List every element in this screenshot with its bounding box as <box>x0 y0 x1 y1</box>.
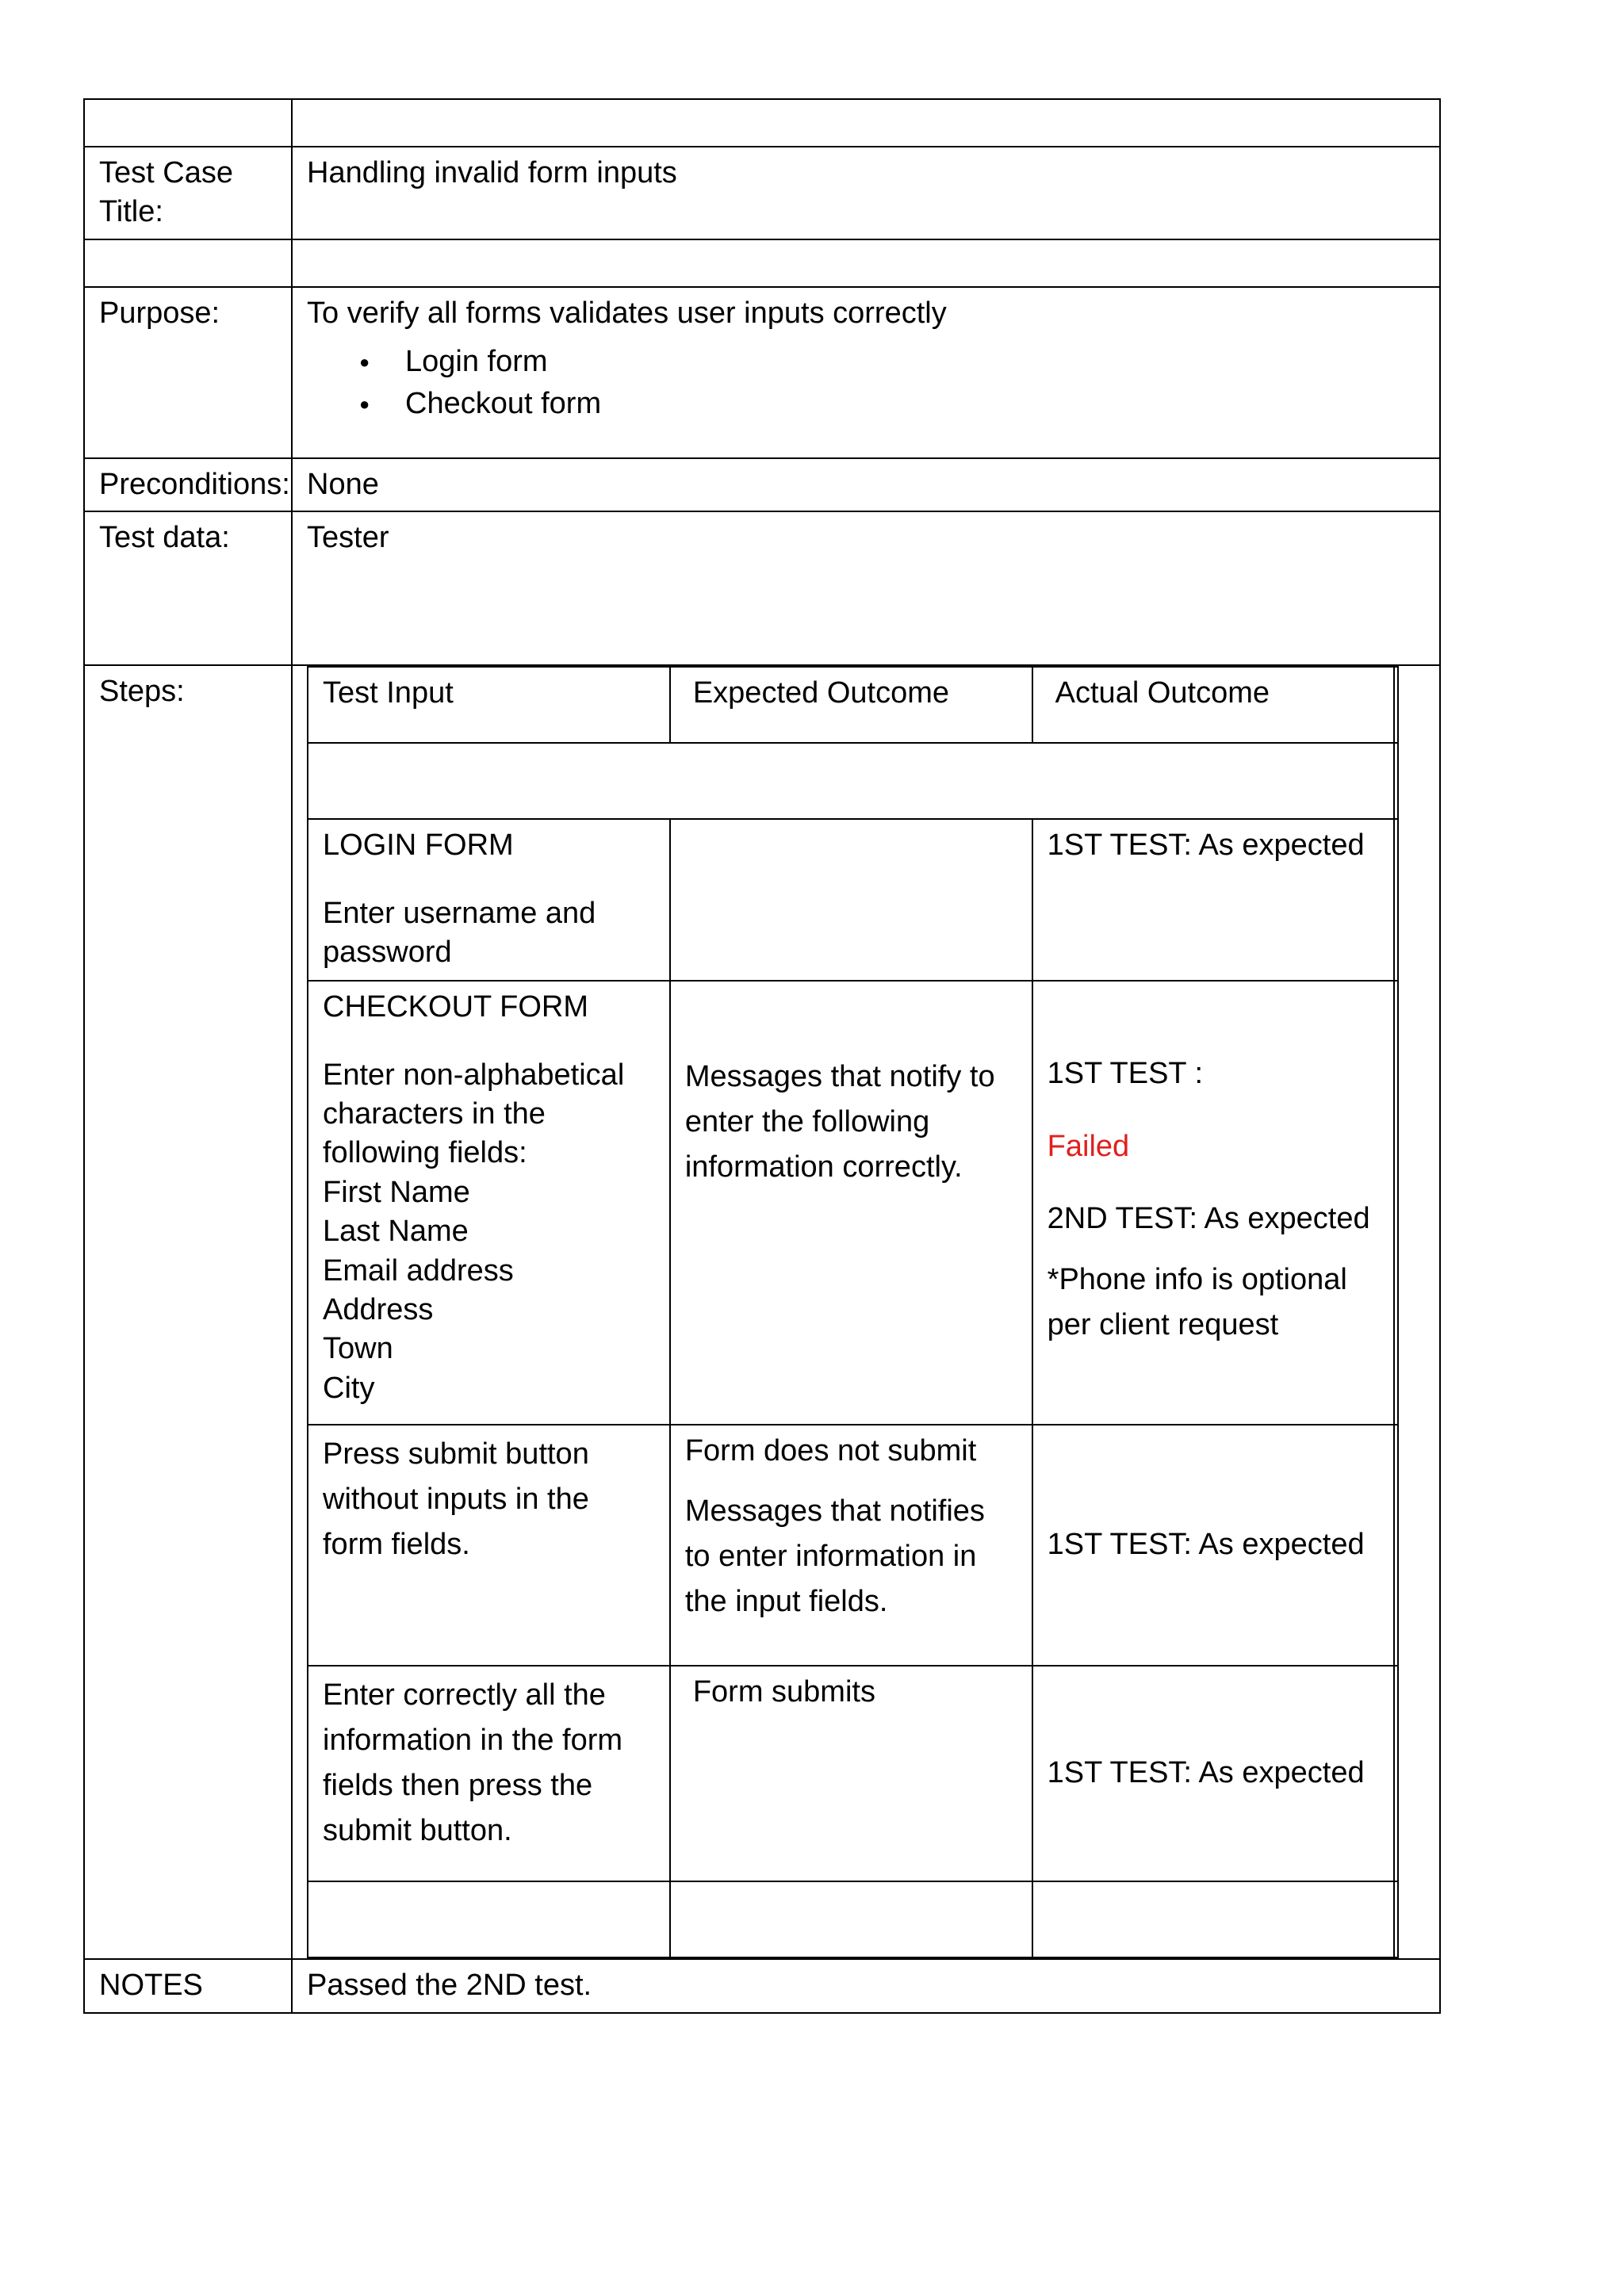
header-label-cell <box>84 99 292 147</box>
login-actual: 1ST TEST: As expected <box>1032 819 1395 981</box>
submit-expected-1: Form does not submit <box>684 1434 977 1468</box>
test-data-row <box>84 511 1440 665</box>
preconditions-value: None <box>292 458 1440 511</box>
test-case-table <box>83 98 1441 2014</box>
checkout-step-row <box>308 981 1398 1425</box>
field-town: Town <box>323 1332 393 1366</box>
login-input: Enter username and password <box>323 896 596 969</box>
login-step-row <box>308 819 1398 981</box>
checkout-actual-cell <box>1032 981 1395 1425</box>
test-data-value: Tester <box>292 511 1440 665</box>
header-value-cell <box>292 99 1440 147</box>
steps-last-row <box>308 1881 1398 1957</box>
header-expected-outcome <box>670 667 1032 743</box>
purpose-bullet-checkout: ● Checkout form <box>405 383 1425 425</box>
login-title: LOGIN FORM <box>323 828 514 863</box>
field-last-name: Last Name <box>323 1215 469 1249</box>
purpose-bullet-login: ● Login form <box>405 341 1425 383</box>
field-email-address: Email address <box>323 1253 514 1288</box>
spacer-cell <box>1394 1666 1398 1881</box>
purpose-row <box>84 287 1440 458</box>
spacer-cell <box>1394 743 1398 819</box>
submit-step-row <box>308 1425 1398 1666</box>
header-actual-outcome-text: Actual Outcome <box>1055 676 1270 710</box>
test-data-label: Test data: <box>84 511 292 665</box>
spacer-cell <box>1394 667 1398 743</box>
field-address: Address <box>323 1292 434 1326</box>
header-actual-outcome <box>1032 667 1395 743</box>
steps-row <box>84 665 1440 1959</box>
checkout-expected: Messages that notify to enter the following information correctly. <box>684 1060 995 1184</box>
correct-input-cell <box>308 1666 670 1881</box>
checkout-actual-failed: Failed <box>1047 1129 1130 1163</box>
correct-expected-cell <box>670 1666 1032 1881</box>
checkout-input: Enter non-alphabetical characters in the following fields: <box>323 1058 625 1170</box>
header-test-input: Test Input <box>308 667 670 743</box>
correct-step-row <box>308 1666 1398 1881</box>
preconditions-row <box>84 458 1440 511</box>
submit-actual: 1ST TEST: As expected <box>1032 1425 1395 1666</box>
submit-expected-cell <box>670 1425 1032 1666</box>
purpose-label: Purpose: <box>84 287 292 458</box>
last-actual-cell <box>1032 1881 1395 1957</box>
field-first-name: First Name <box>323 1175 470 1209</box>
steps-empty-cell <box>308 743 1394 819</box>
preconditions-label: Preconditions: <box>84 458 292 511</box>
steps-empty-row <box>308 743 1398 819</box>
correct-input: Enter correctly all the information in the form fields then press the submit button. <box>323 1678 623 1848</box>
correct-expected: Form submits <box>692 1675 875 1709</box>
spacer-cell <box>1394 981 1398 1425</box>
spacer-cell <box>1394 1881 1398 1957</box>
notes-label: NOTES <box>84 1959 292 2012</box>
checkout-field-list <box>323 1173 655 1408</box>
login-expected <box>670 819 1032 981</box>
steps-cell <box>292 665 1440 1959</box>
checkout-actual-1: 1ST TEST : <box>1047 1057 1204 1091</box>
spacer-cell <box>1394 1425 1398 1666</box>
submit-input-cell <box>308 1425 670 1666</box>
submit-expected-2: Messages that notifies to enter information in the input fields. <box>684 1494 985 1618</box>
steps-table <box>307 666 1399 1958</box>
login-input-cell <box>308 819 670 981</box>
submit-input: Press submit button without inputs in the form fields. <box>323 1437 589 1562</box>
correct-actual: 1ST TEST: As expected <box>1032 1666 1395 1881</box>
title-label: Test Case Title: <box>84 147 292 239</box>
purpose-bullet-list <box>307 341 1425 425</box>
steps-header-row <box>308 667 1398 743</box>
last-expected-cell <box>670 1881 1032 1957</box>
notes-value: Passed the 2ND test. <box>292 1959 1440 2012</box>
checkout-actual-note: *Phone info is optional per client request <box>1047 1263 1347 1342</box>
steps-label: Steps: <box>84 665 292 1959</box>
header-row <box>84 99 1440 147</box>
title-row <box>84 147 1440 239</box>
blank-value-cell <box>292 239 1440 287</box>
blank-row <box>84 239 1440 287</box>
checkout-title: CHECKOUT FORM <box>323 990 588 1024</box>
purpose-text: To verify all forms validates user inputs correctly <box>307 296 947 330</box>
field-city: City <box>323 1371 375 1405</box>
checkout-input-cell <box>308 981 670 1425</box>
purpose-value-cell <box>292 287 1440 458</box>
header-expected-outcome-text: Expected Outcome <box>692 676 949 710</box>
checkout-actual-2: 2ND TEST: As expected <box>1047 1201 1370 1235</box>
notes-row <box>84 1959 1440 2012</box>
blank-label-cell <box>84 239 292 287</box>
last-input-cell <box>308 1881 670 1957</box>
checkout-expected-cell <box>670 981 1032 1425</box>
title-value: Handling invalid form inputs <box>292 147 1440 239</box>
spacer-cell <box>1394 819 1398 981</box>
